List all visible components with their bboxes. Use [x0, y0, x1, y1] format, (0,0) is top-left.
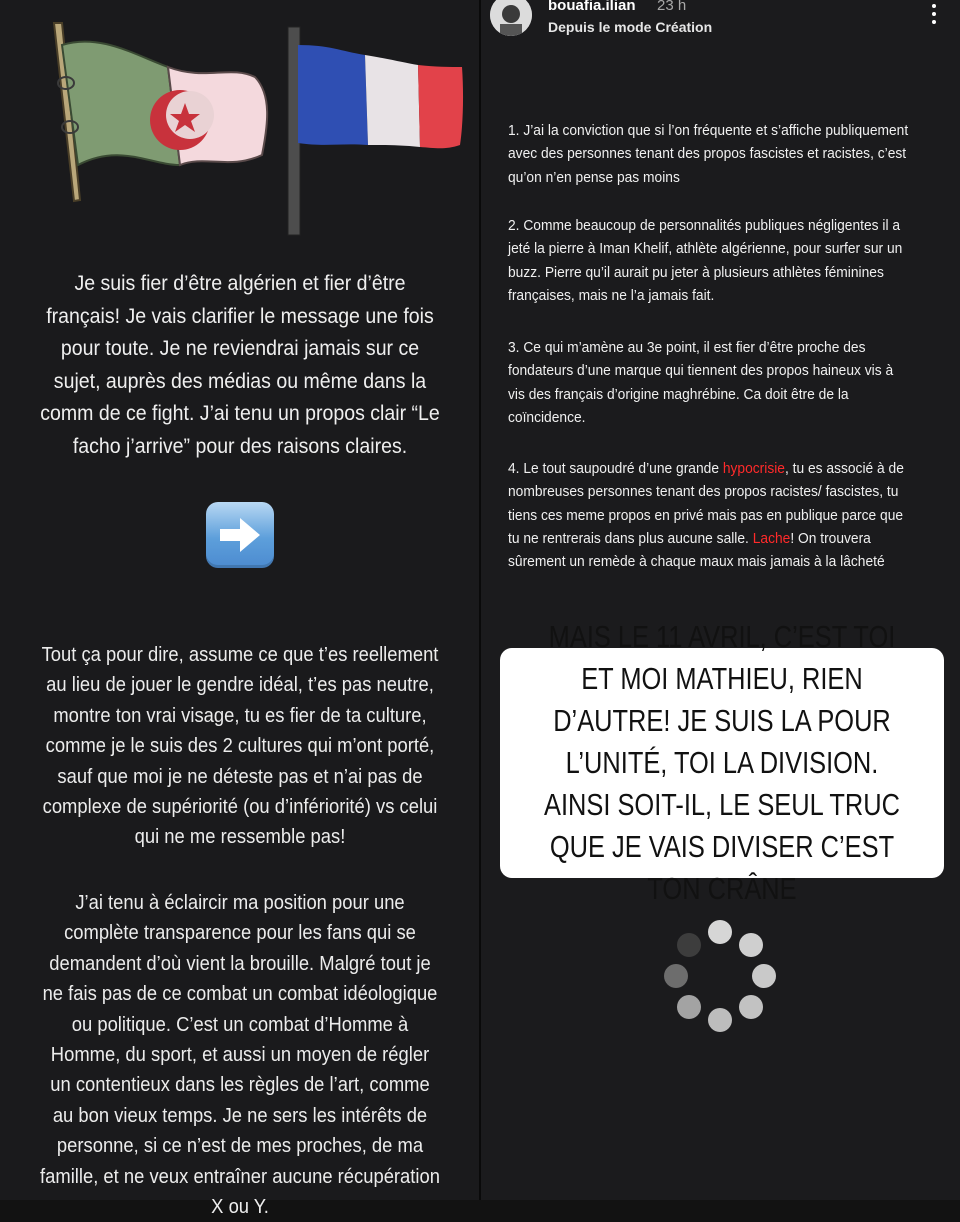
- username[interactable]: bouafia.ilian: [548, 0, 636, 14]
- algeria-flag-icon: [54, 23, 267, 201]
- france-flag-icon: [288, 27, 463, 235]
- highlight-lache: Lache: [752, 529, 791, 547]
- point-3: 3. Ce qui m’amène au 3e point, il est fier d’être proche des fondateurs d’une marque qui tiennent des propos haineux vis à vis des français d’origine maghrébine. Ca doit être de la coïncidence.: [508, 339, 894, 426]
- post-time: 23 h: [657, 0, 687, 14]
- callout-box: [500, 619, 944, 906]
- point-4: 4. Le tout saupoudré d’une grande hypocrisie, tu es associé à de nombreuses personnes tenant des propos racistes/ fascistes, tu tiens ces meme propos en privé mais pas en publique parce que tu ne rentrerais dans plus aucune salle. Lache! On trouvera sûrement un remède à chaque maux mais jamais à la lâcheté: [508, 460, 904, 571]
- callout-text: MAIS LE 11 AVRIL, C’EST TOI ET MOI MATHIEU, RIEN D’AUTRE! JE SUIS LA POUR L’UNITÉ, TOI LA DIVISION. AINSI SOIT-IL, LE SEUL TRUC QUE JE VAIS DIVISER C’EST TON CRÂNE: [544, 619, 900, 906]
- point-2: 2. Comme beaucoup de personnalités publiques négligentes il a jeté la pierre à Iman Khelif, athlète algérienne, pour surfer sur un buzz. Pierre qu’il aurait pu jeter à plusieurs athlètes féminines françaises, mais ne l’a jamais fait.: [508, 217, 903, 304]
- story-subtitle: Depuis le mode Création: [548, 19, 713, 35]
- more-vertical-icon[interactable]: [928, 4, 940, 28]
- right-arrow-emoji: [206, 502, 274, 568]
- statement-paragraph-3: J’ai tenu à éclaircir ma position pour une complète transparence pour les fans qui se demandent d’où vient la brouille. Malgré tout je ne fais pas de ce combat un combat idéologique ou politique. C’est un combat d’Homme à Homme, du sport, et aussi un moyen de régler un contentieux dans les règles de l’art, comme au bon vieux temps. Je ne sers les intérêts de personne, si ce n’est de mes proches, de ma famille, et ne veux entraîner aucune récupération X ou Y.: [40, 892, 440, 1219]
- flags-illustration: [40, 15, 480, 240]
- loading-spinner-icon: [662, 918, 778, 1034]
- point-1: 1. J’ai la conviction que si l’on fréquente et s’affiche publiquement avec des personnes tenant des propos fascistes et racistes, c’est qu’on n’en pense pas moins: [508, 122, 909, 186]
- statement-paragraph-1: Je suis fier d’être algérien et fier d’être français! Je vais clarifier le message une fois pour toute. Je ne reviendrai jamais sur ce sujet, auprès des médias ou même dans la comm de ce fight. J’ai tenu un propos clair “Le facho j’arrive” pour des raisons claires.: [40, 272, 440, 458]
- highlight-hypocrisie: hypocrisie: [722, 460, 785, 477]
- statement-paragraph-2: Tout ça pour dire, assume ce que t’es reellement au lieu de jouer le gendre idéal, t’es pas neutre, montre ton vrai visage, tu es fier de ta culture, comme je le suis des 2 cultures qui m’ont porté, sauf que moi je ne déteste pas et n’ai pas de complexe de supériorité (ou d’infériorité) vs celui qui ne me ressemble pas!: [41, 644, 439, 849]
